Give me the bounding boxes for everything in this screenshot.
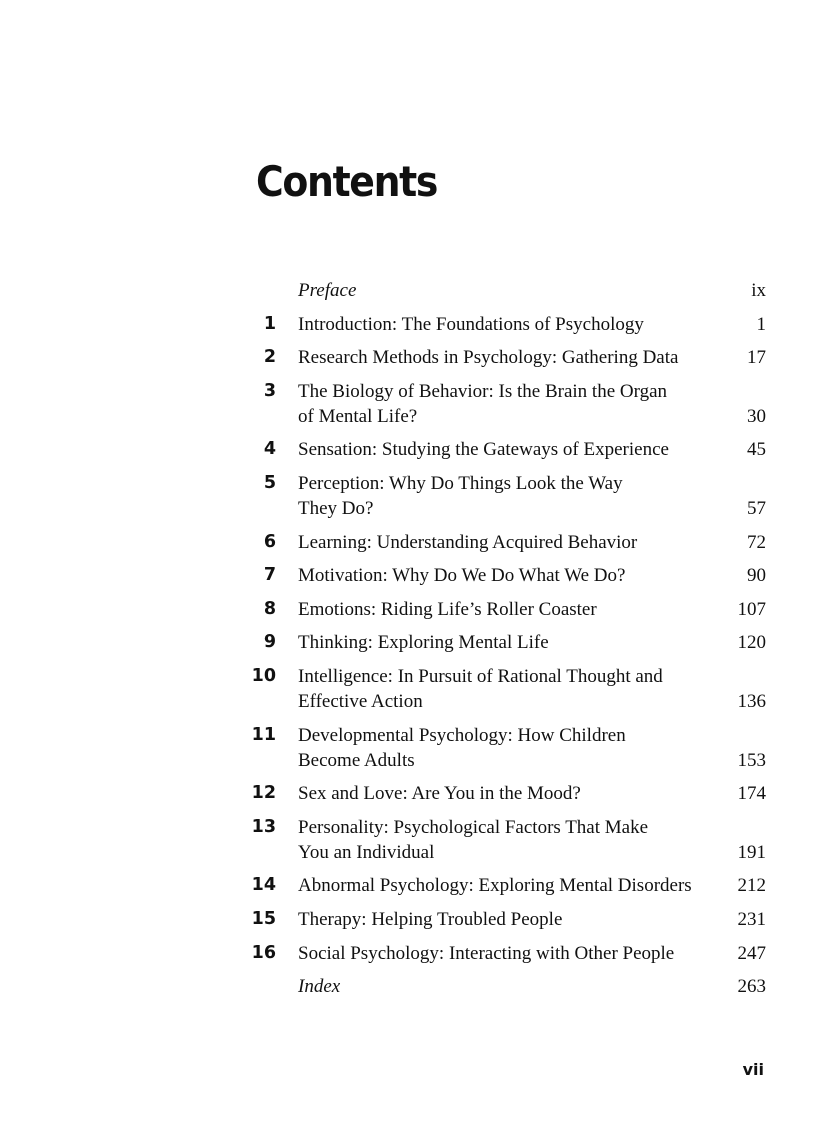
chapter-page-number: 30 bbox=[747, 405, 766, 427]
toc-entry[interactable] bbox=[250, 941, 766, 966]
chapter-title: Abnormal Psychology: Exploring Mental Disorders bbox=[298, 875, 692, 897]
toc-entry[interactable] bbox=[250, 437, 766, 462]
chapter-title: The Biology of Behavior: Is the Brain the Organ of Mental Life? bbox=[298, 380, 668, 427]
toc-entry[interactable] bbox=[250, 597, 766, 622]
chapter-title: Preface bbox=[298, 280, 357, 301]
chapter-title: Social Psychology: Interacting with Other People bbox=[298, 942, 675, 964]
toc-entry[interactable] bbox=[250, 723, 766, 773]
chapter-page-number: 212 bbox=[737, 875, 766, 897]
chapter-title: Therapy: Helping Troubled People bbox=[298, 908, 563, 930]
chapter-page-number: 153 bbox=[737, 749, 766, 771]
chapter-title: Sensation: Studying the Gateways of Experience bbox=[298, 439, 669, 461]
toc-entry[interactable] bbox=[250, 278, 766, 303]
chapter-number: 11 bbox=[251, 724, 276, 745]
chapter-page-number: 231 bbox=[737, 908, 766, 930]
chapter-number: 1 bbox=[263, 313, 276, 334]
chapter-page-number: 1 bbox=[756, 313, 766, 335]
toc-entry[interactable] bbox=[250, 630, 766, 655]
chapter-number: 4 bbox=[263, 439, 276, 460]
chapter-number: 10 bbox=[251, 665, 276, 686]
page-number: vii bbox=[742, 1060, 764, 1079]
chapter-page-number: 120 bbox=[737, 632, 766, 654]
toc-entry[interactable] bbox=[250, 781, 766, 806]
chapter-page-number: 263 bbox=[737, 976, 766, 998]
toc-entry[interactable] bbox=[250, 530, 766, 555]
chapter-page-number: 107 bbox=[737, 598, 766, 620]
chapter-page-number: 136 bbox=[737, 690, 766, 712]
chapter-page-number: 57 bbox=[747, 497, 766, 519]
chapter-title: Intelligence: In Pursuit of Rational Thought and Effective Action bbox=[298, 665, 663, 712]
chapter-number: 16 bbox=[251, 942, 276, 963]
chapter-number: 9 bbox=[263, 632, 276, 653]
chapter-page-number: ix bbox=[751, 280, 766, 301]
page-title: Contents bbox=[256, 157, 438, 206]
toc-entry[interactable] bbox=[250, 873, 766, 898]
chapter-page-number: 72 bbox=[747, 531, 766, 553]
chapter-number: 3 bbox=[263, 380, 276, 401]
chapter-title: Index bbox=[298, 976, 341, 998]
chapter-title: Perception: Why Do Things Look the Way They Do? bbox=[298, 472, 623, 519]
chapter-title: Developmental Psychology: How Children Become Adults bbox=[298, 724, 626, 771]
chapter-number: 15 bbox=[251, 908, 276, 929]
toc-entry[interactable] bbox=[250, 312, 766, 337]
chapter-number: 13 bbox=[251, 816, 276, 837]
chapter-number: 12 bbox=[251, 783, 276, 804]
chapter-title: Introduction: The Foundations of Psychology bbox=[298, 313, 644, 335]
chapter-title: Emotions: Riding Life’s Roller Coaster bbox=[298, 598, 597, 620]
toc-entry[interactable] bbox=[250, 471, 766, 521]
chapter-number: 5 bbox=[263, 472, 276, 493]
chapter-page-number: 17 bbox=[747, 347, 766, 369]
chapter-title: Learning: Understanding Acquired Behavior bbox=[298, 531, 638, 553]
chapter-number: 2 bbox=[263, 347, 276, 368]
chapter-page-number: 90 bbox=[747, 565, 766, 587]
chapter-number: 7 bbox=[263, 565, 276, 586]
chapter-page-number: 174 bbox=[737, 783, 766, 805]
toc-entry[interactable] bbox=[250, 379, 766, 429]
chapter-page-number: 45 bbox=[747, 439, 766, 461]
toc-entry[interactable] bbox=[250, 563, 766, 588]
table-of-contents bbox=[250, 278, 766, 1008]
toc-entry[interactable] bbox=[250, 345, 766, 370]
chapter-title: Research Methods in Psychology: Gathering Data bbox=[298, 347, 679, 369]
toc-entry[interactable] bbox=[250, 815, 766, 865]
toc-entry[interactable] bbox=[250, 664, 766, 714]
chapter-number: 6 bbox=[263, 531, 276, 552]
chapter-title: Sex and Love: Are You in the Mood? bbox=[298, 783, 581, 805]
chapter-title: Motivation: Why Do We Do What We Do? bbox=[298, 565, 626, 587]
chapter-title: Personality: Psychological Factors That Make You an Individual bbox=[298, 816, 649, 863]
chapter-number: 14 bbox=[251, 875, 276, 896]
chapter-page-number: 191 bbox=[737, 841, 766, 863]
toc-entry[interactable] bbox=[250, 907, 766, 932]
chapter-title: Thinking: Exploring Mental Life bbox=[298, 632, 549, 654]
toc-entry[interactable] bbox=[250, 974, 766, 999]
chapter-number: 8 bbox=[263, 598, 276, 619]
chapter-page-number: 247 bbox=[737, 942, 766, 964]
